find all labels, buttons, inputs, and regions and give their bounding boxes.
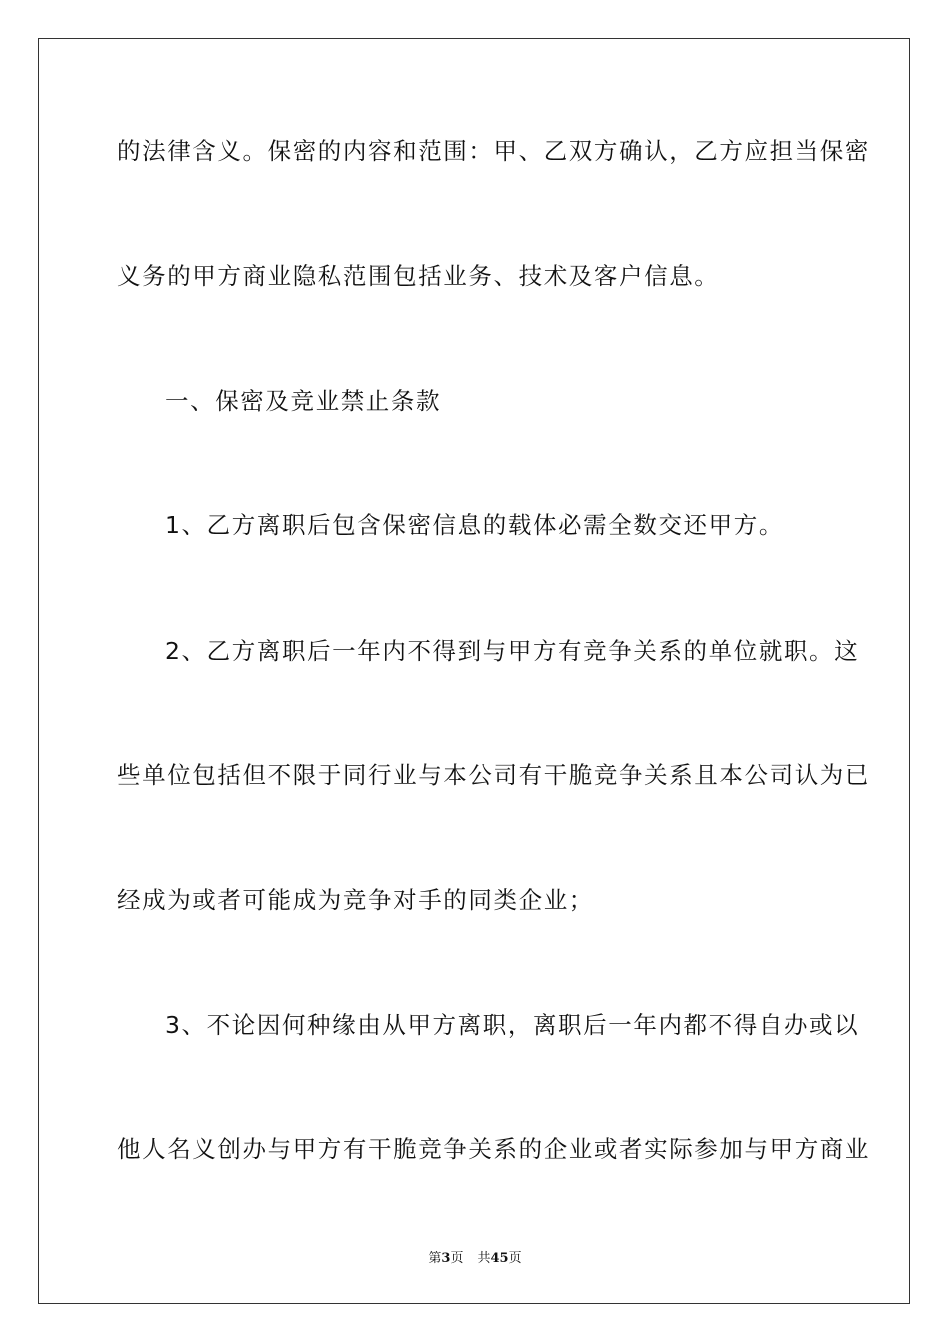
- section-heading: 一、保密及竞业禁止条款: [165, 387, 442, 415]
- clause-1-line-1: 1、乙方离职后包含保密信息的载体必需全数交还甲方。: [165, 511, 784, 539]
- total-pages: 45: [490, 1251, 509, 1266]
- page-suffix: 页: [450, 1251, 464, 1266]
- page-footer: [0, 1247, 950, 1266]
- body-text-line-1: 的法律含义。保密的内容和范围：甲、乙双方确认，乙方应担当保密: [117, 137, 870, 165]
- page-prefix: 第: [428, 1251, 442, 1266]
- clause-3-line-2: 他人名义创办与甲方有干脆竞争关系的企业或者实际参加与甲方商业: [117, 1135, 870, 1163]
- page-border: [38, 38, 910, 1304]
- page-number: 3: [441, 1251, 451, 1266]
- clause-2-line-3: 经成为或者可能成为竞争对手的同类企业；: [117, 886, 594, 914]
- body-text-line-2: 义务的甲方商业隐私范围包括业务、技术及客户信息。: [117, 262, 720, 290]
- clause-2-line-1: 2、乙方离职后一年内不得到与甲方有竞争关系的单位就职。这: [165, 637, 860, 665]
- total-suffix: 页: [508, 1251, 522, 1266]
- clause-3-line-1: 3、不论因何种缘由从甲方离职，离职后一年内都不得自办或以: [165, 1011, 860, 1039]
- total-prefix: 共: [477, 1251, 491, 1266]
- clause-2-line-2: 些单位包括但不限于同行业与本公司有干脆竞争关系且本公司认为已: [117, 761, 870, 789]
